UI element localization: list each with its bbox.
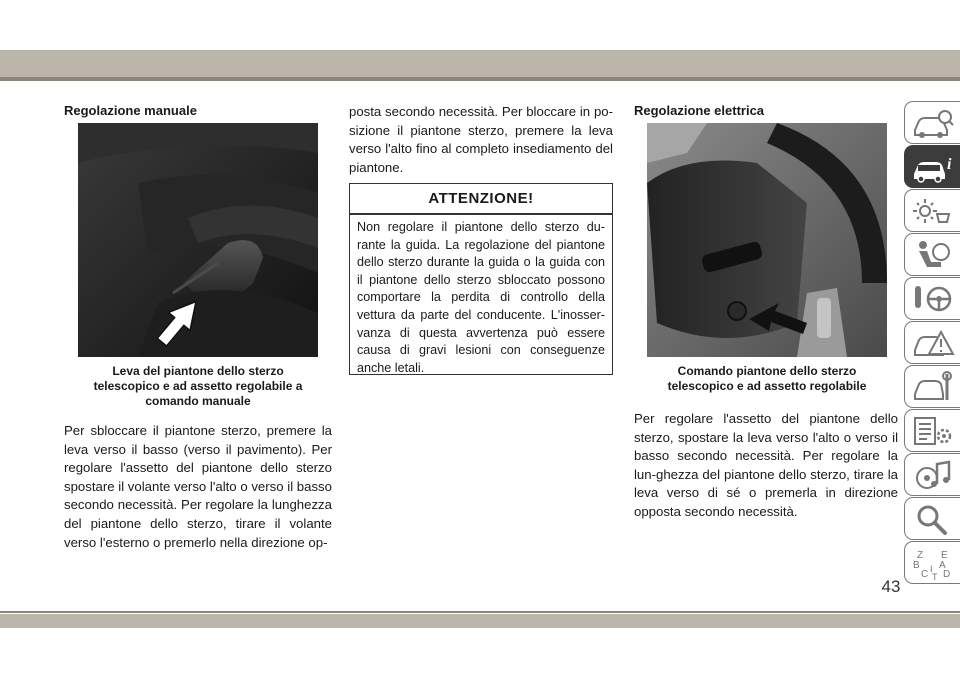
letter-a: A: [938, 559, 946, 571]
letter-e: E: [940, 549, 948, 561]
manual-adjustment-heading: Regolazione manuale: [64, 103, 197, 118]
service-maintenance-icon: [911, 370, 955, 404]
safety-airbag-icon: [911, 238, 955, 272]
footer-band: [0, 614, 960, 628]
tab-multimedia[interactable]: [904, 453, 960, 496]
car-inspection-icon: [911, 106, 955, 140]
manual-adjustment-paragraph: Per sbloccare il piantone sterzo, premere la leva verso il basso (verso il pavimento). Per regolare l'assetto del piantone dello sterzo spostare il volante verso l'alto o verso il basso secondo necessità. Per regolare la lunghezza del piantone dello sterzo, tirare il volante verso l'esterno o premerlo nella direzione op-: [64, 423, 332, 550]
tab-car-info[interactable]: [904, 145, 960, 188]
top-margin: [0, 0, 960, 50]
electric-control-photo: [647, 123, 887, 357]
tab-dashboard-lights[interactable]: [904, 189, 960, 232]
tab-starting-driving[interactable]: [904, 277, 960, 320]
technical-specs-icon: [911, 414, 955, 448]
letter-b: B: [912, 559, 920, 571]
starting-driving-icon: [911, 282, 955, 316]
car-info-icon: [911, 150, 955, 184]
letter-d: D: [942, 568, 950, 580]
page-number: 43: [881, 577, 901, 596]
warning-text: Non regolare il piantone dello sterzo du-rante la guida. La regolazione del piantone dello sterzo durante la guida o la guida con il piantone dello sterzo sbloccato possono comportare la perdita di controllo della vettura da parte del conducente. L'inosser-vanza di questa avvertenza può essere causa di gravi lesioni con conseguenze anche letali.: [357, 220, 605, 375]
warning-title: ATTENZIONE!: [428, 190, 534, 207]
tab-technical-specs[interactable]: [904, 409, 960, 452]
multimedia-icon: [911, 458, 955, 492]
letter-c: C: [920, 568, 928, 580]
warning-box: [349, 183, 613, 375]
electric-control-caption: Comando piantone dello sterzo telescopico e ad assetto regolabile: [667, 364, 867, 393]
electric-adjustment-paragraph: Per regolare l'assetto del piantone dello sterzo, spostare la leva verso l'alto o verso il basso secondo necessità. Per regolare la lun-ghezza del piantone dello sterzo, tirare la leva verso di sé o premerla in direzione opposta secondo necessità.: [634, 411, 898, 519]
footer-band-line: [0, 611, 960, 613]
alphabet-index-icon: [911, 546, 955, 580]
header-band: [0, 50, 960, 77]
tab-service[interactable]: [904, 365, 960, 408]
electric-adjustment-heading: Regolazione elettrica: [634, 103, 765, 118]
tab-alphabet-index[interactable]: [904, 541, 960, 584]
lock-column-paragraph: posta secondo necessità. Per bloccare in po-sizione il piantone sterzo, premere la leva verso l'alto fino al completo insediamento del piantone.: [349, 104, 613, 175]
emergency-triangle-icon: [911, 326, 955, 360]
warning-divider: [350, 213, 612, 215]
header-band-line: [0, 77, 960, 81]
letter-t: T: [931, 571, 937, 580]
svg-text:i: i: [946, 155, 951, 173]
tab-index-search[interactable]: [904, 497, 960, 540]
dashboard-warning-lights-icon: [911, 194, 955, 228]
tab-safety[interactable]: [904, 233, 960, 276]
manual-lever-photo: [78, 123, 318, 357]
letter-z: Z: [916, 549, 923, 561]
tab-emergency[interactable]: [904, 321, 960, 364]
manual-lever-caption: Leva del piantone dello sterzo telescopico e ad assetto regolabile a comando manuale: [93, 364, 303, 408]
letter-i: I: [929, 563, 933, 574]
index-search-icon: [911, 502, 955, 536]
tab-car-inspection[interactable]: [904, 101, 960, 144]
